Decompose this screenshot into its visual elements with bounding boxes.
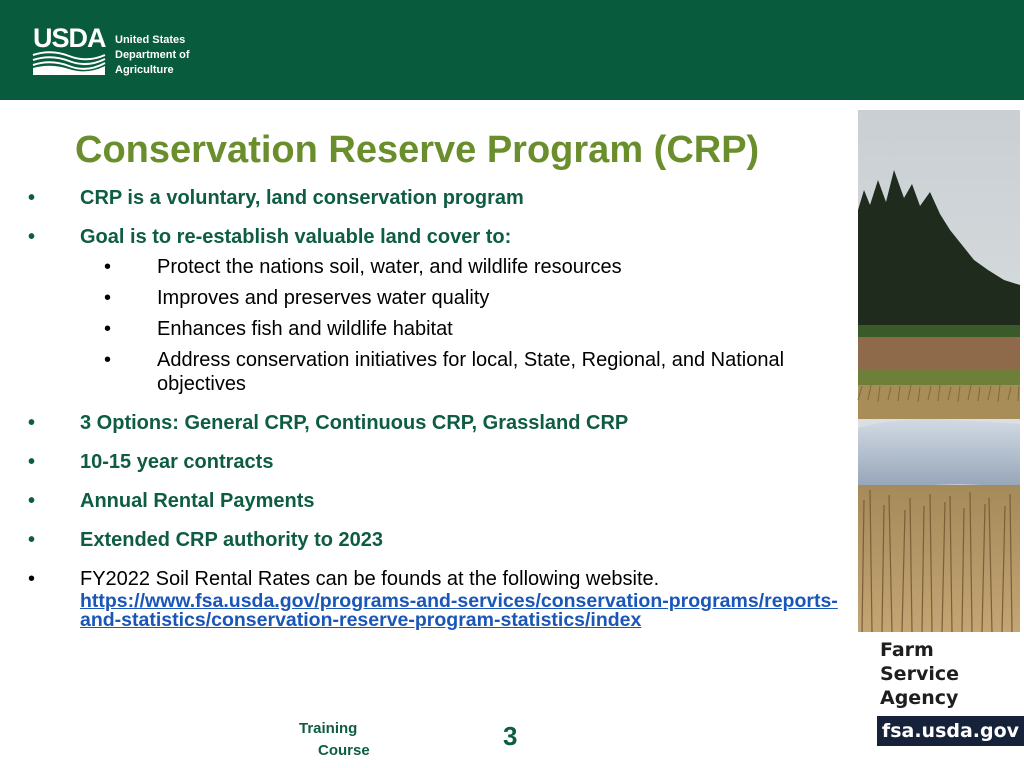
bullet-item [28,411,848,435]
bullet-icon: • [104,256,112,278]
bullet-icon: • [28,529,36,551]
sub-bullet-text: Address conservation initiatives for local, State, Regional, and National objectives [157,349,785,395]
bullet-icon: • [28,187,36,209]
bullet-icon: • [104,318,112,340]
bullet-text: Goal is to re-establish valuable land cover to: [80,226,512,248]
bullet-list [28,186,848,645]
bullet-item [28,567,848,630]
bullet-text: 10-15 year contracts [80,451,274,473]
bullet-icon: • [28,568,36,590]
bullet-text: FY2022 Soil Rental Rates can be founds at the following website. [80,568,660,590]
bullet-item [28,225,848,249]
bullet-text: Extended CRP authority to 2023 [80,529,384,551]
fsa-agency-line: Farm [880,639,934,661]
fsa-agency-name [880,638,959,710]
landscape-photo [858,110,1020,632]
sub-bullet-item [28,317,848,341]
bullet-item [28,450,848,474]
usda-agency-name [115,33,190,78]
usda-agency-line: Agriculture [115,64,174,76]
footer-line: Training [299,720,358,737]
bullet-text: Annual Rental Payments [80,490,315,512]
sub-bullet-list [28,255,848,396]
bullet-text: CRP is a voluntary, land conservation program [80,187,524,209]
sub-bullet-item [28,286,848,310]
rental-rates-link[interactable]: https://www.fsa.usda.gov/programs-and-services/conservation-programs/reports-and-statistics/conservation-reserve-program-statistics/index [80,590,838,631]
slide-title: Conservation Reserve Program (CRP) [75,129,760,171]
header-bar [0,0,1024,100]
bullet-icon: • [104,287,112,309]
fsa-agency-line: Service [880,663,959,685]
footer-course-label [299,718,420,762]
fsa-url-badge: fsa.usda.gov [877,716,1024,746]
usda-agency-line: Department of [115,49,190,61]
usda-agency-line: United States [115,34,186,46]
sub-bullet-item [28,255,848,279]
fsa-agency-logo [880,638,959,710]
bullet-icon: • [28,226,36,248]
bullet-item [28,489,848,513]
bullet-icon: • [28,490,36,512]
usda-logo-waves-icon [33,51,105,75]
sub-bullet-text: Enhances fish and wildlife habitat [157,318,453,340]
usda-logo [33,24,105,76]
bullet-item [28,186,848,210]
usda-logo-letters: USDA [33,23,106,53]
bullet-item [28,528,848,552]
fsa-agency-line: Agency [880,687,959,709]
footer-line: Course [318,742,370,759]
sub-bullet-text: Improves and preserves water quality [157,287,490,309]
bullet-icon: • [28,412,36,434]
bullet-text: 3 Options: General CRP, Continuous CRP, Grassland CRP [80,412,629,434]
page-number: 3 [503,721,518,751]
bullet-icon: • [28,451,36,473]
bullet-icon: • [104,349,112,371]
sub-bullet-item [28,348,848,396]
sub-bullet-text: Protect the nations soil, water, and wildlife resources [157,256,622,278]
